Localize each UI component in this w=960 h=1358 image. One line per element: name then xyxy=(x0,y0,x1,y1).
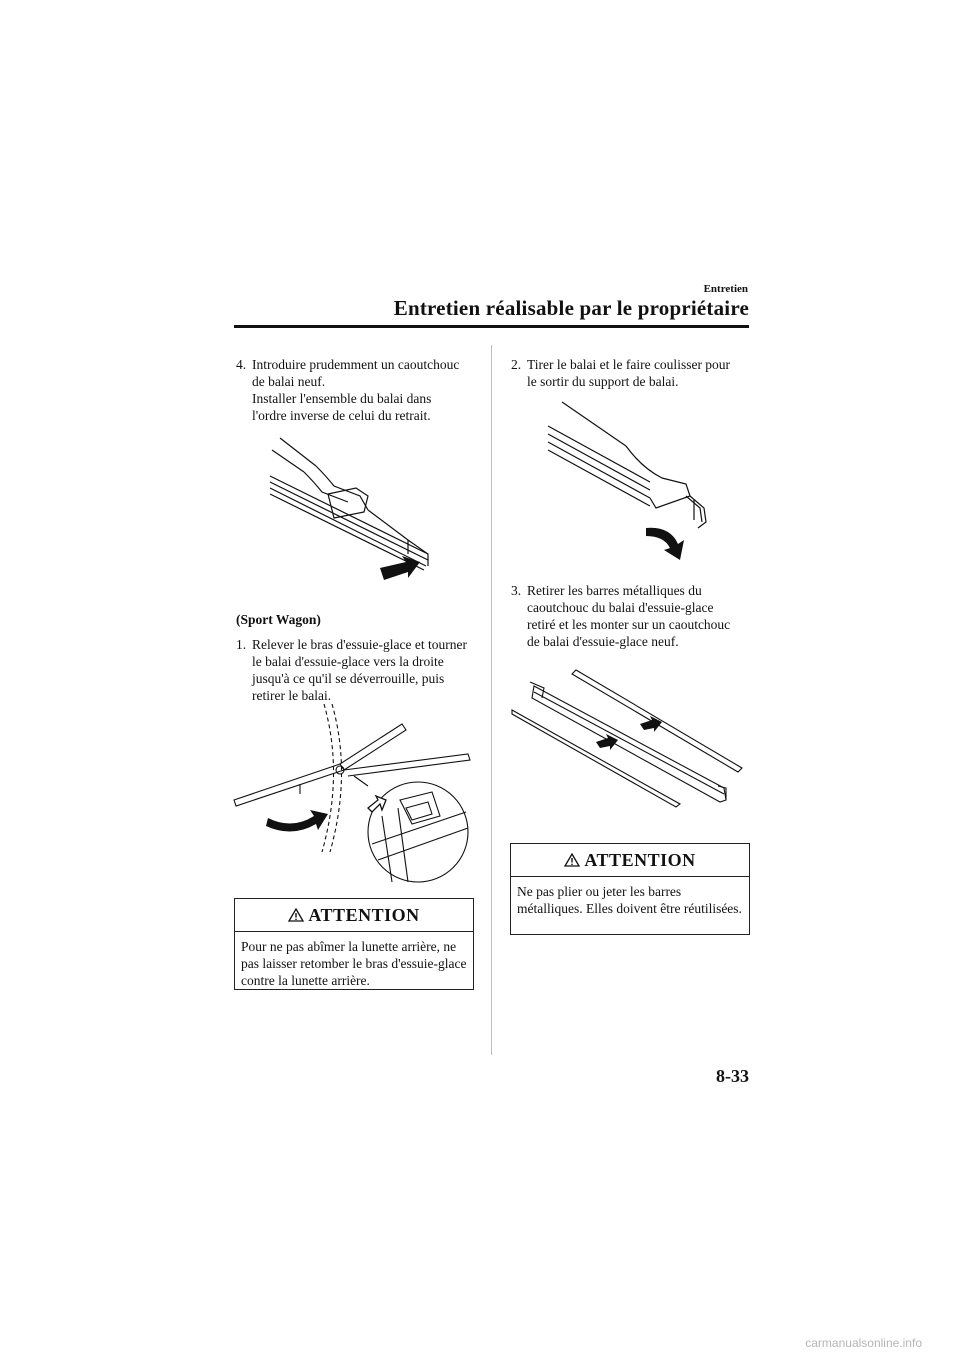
figure-rear-wiper-rotate xyxy=(232,704,472,884)
step-number: 4. xyxy=(236,357,247,372)
section-title: Entretien réalisable par le propriétaire xyxy=(393,296,749,320)
step-2 xyxy=(511,356,751,390)
warning-icon xyxy=(564,853,580,867)
attention-title: ATTENTION xyxy=(308,904,420,925)
step-text: Retirer les barres métalliques du caoutchouc du balai d'essuie-glace retiré et les monter sur un caoutchouc de balai d'essuie-glace neuf. xyxy=(527,583,731,649)
attention-title: ATTENTION xyxy=(584,849,696,870)
step-1 xyxy=(236,636,486,704)
sport-wagon-heading: (Sport Wagon) xyxy=(236,612,321,627)
section-label: Entretien xyxy=(703,283,748,295)
step-number: 2. xyxy=(511,357,522,372)
watermark: carmanualsonline.info xyxy=(805,1336,922,1350)
attention-box xyxy=(234,898,474,990)
column-divider xyxy=(491,345,492,1055)
attention-header xyxy=(235,899,473,932)
warning-icon xyxy=(288,908,304,922)
step-3 xyxy=(511,582,751,650)
figure-metal-bars xyxy=(510,668,750,808)
figure-install-rubber xyxy=(268,436,443,588)
figure-slide-blade-out xyxy=(546,400,718,566)
header-rule xyxy=(234,325,749,328)
attention-text: Ne pas plier ou jeter les barres métalliques. Elles doivent être réutilisées. xyxy=(517,884,742,916)
step-number: 1. xyxy=(236,637,247,652)
step-number: 3. xyxy=(511,583,522,598)
step-text: Relever le bras d'essuie-glace et tourner le balai d'essuie-glace vers la droite jusqu'à ce qu'il se déverrouille, puis retirer le balai. xyxy=(252,637,467,703)
attention-header xyxy=(511,844,749,877)
step-text: Introduire prudemment un caoutchouc de balai neuf. Installer l'ensemble du balai dans l'ordre inverse de celui du retrait. xyxy=(252,357,460,423)
attention-text: Pour ne pas abîmer la lunette arrière, ne pas laisser retomber le bras d'essuie-glace contre la lunette arrière. xyxy=(241,939,467,988)
attention-box xyxy=(510,843,750,935)
step-4 xyxy=(236,356,486,424)
step-text: Tirer le balai et le faire coulisser pour le sortir du support de balai. xyxy=(527,357,731,389)
page-number: 8-33 xyxy=(716,1066,749,1086)
